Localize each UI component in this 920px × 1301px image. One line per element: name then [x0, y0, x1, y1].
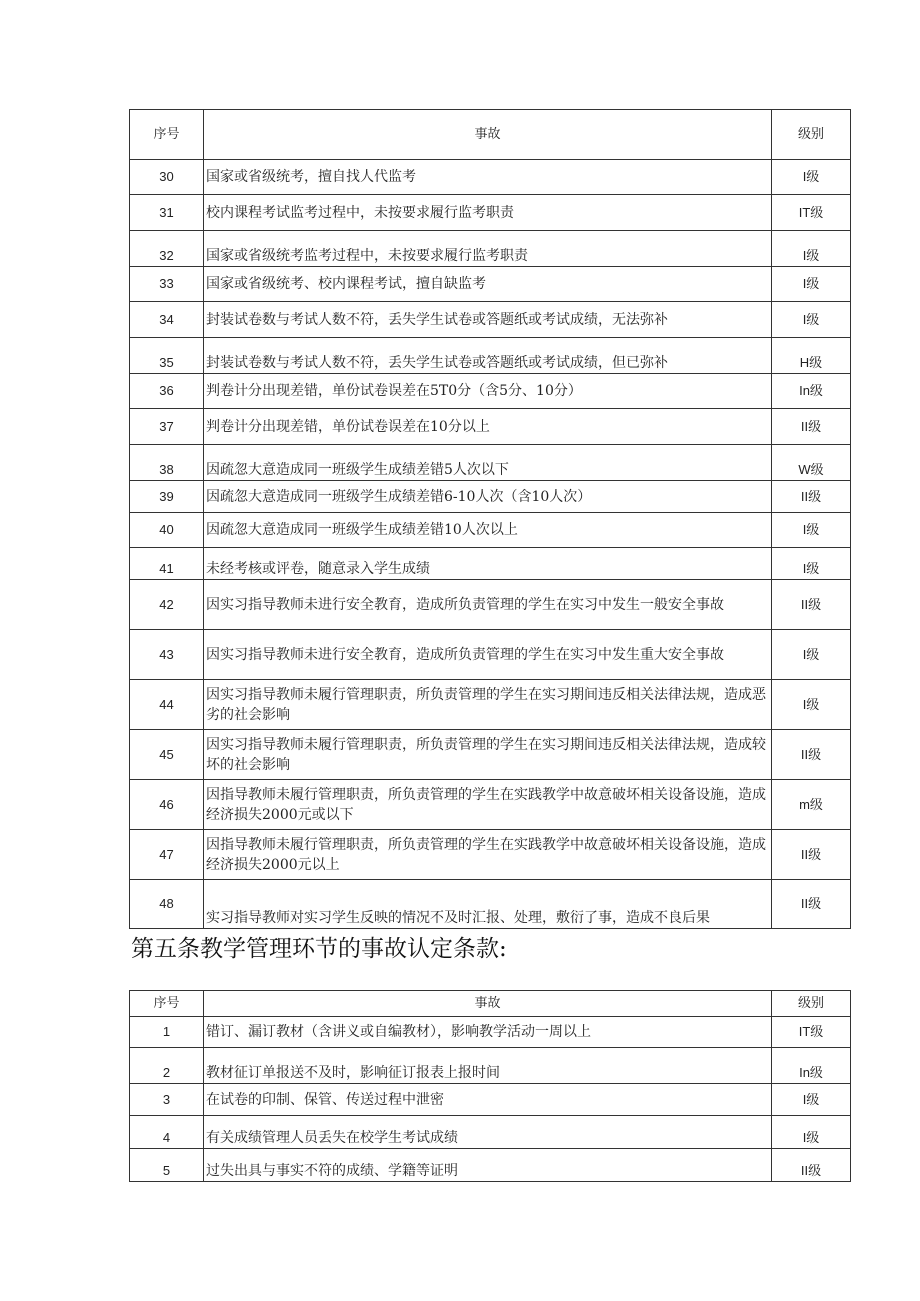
row-seq: 35	[130, 338, 204, 374]
row-seq: 47	[130, 830, 204, 880]
row-level: I级	[772, 1116, 851, 1149]
row-incident: 因指导教师未履行管理职责，所负责管理的学生在实践教学中故意破坏相关设备设施，造成经济损失2000元以上	[204, 830, 772, 880]
table-row	[130, 513, 851, 548]
row-level: II级	[772, 830, 851, 880]
row-seq: 1	[130, 1017, 204, 1048]
table-row	[130, 195, 851, 231]
table-row	[130, 160, 851, 195]
table-row	[130, 231, 851, 267]
row-incident: 过失出具与事实不符的成绩、学籍等证明	[204, 1149, 772, 1182]
row-seq: 48	[130, 880, 204, 929]
table-header-row	[130, 110, 851, 160]
row-seq: 4	[130, 1116, 204, 1149]
table-row	[130, 374, 851, 409]
header-incident: 事故	[204, 991, 772, 1017]
row-incident: 因实习指导教师未履行管理职责，所负责管理的学生在实习期间违反相关法律法规，造成较坏的社会影响	[204, 730, 772, 780]
row-incident: 封装试卷数与考试人数不符，丢失学生试卷或答题纸或考试成绩，但已弥补	[204, 338, 772, 374]
table-row	[130, 267, 851, 302]
row-incident: 因实习指导教师未进行安全教育，造成所负责管理的学生在实习中发生一般安全事故	[204, 580, 772, 630]
row-seq: 31	[130, 195, 204, 231]
row-level: I级	[772, 160, 851, 195]
row-seq: 32	[130, 231, 204, 267]
row-seq: 40	[130, 513, 204, 548]
row-seq: 2	[130, 1048, 204, 1084]
row-incident: 在试卷的印制、保管、传送过程中泄密	[204, 1084, 772, 1116]
row-seq: 33	[130, 267, 204, 302]
incident-table-1	[129, 109, 851, 929]
row-level: I级	[772, 513, 851, 548]
row-incident: 教材征订单报送不及时，影响征订报表上报时间	[204, 1048, 772, 1084]
row-incident: 有关成绩管理人员丢失在校学生考试成绩	[204, 1116, 772, 1149]
table-row	[130, 409, 851, 445]
table-row	[130, 302, 851, 338]
row-level: I级	[772, 680, 851, 730]
row-incident: 错订、漏订教材（含讲义或自编教材），影响教学活动一周以上	[204, 1017, 772, 1048]
row-incident: 因指导教师未履行管理职责，所负责管理的学生在实践教学中故意破坏相关设备设施，造成经济损失2000元或以下	[204, 780, 772, 830]
table-row	[130, 680, 851, 730]
row-seq: 36	[130, 374, 204, 409]
table-row	[130, 880, 851, 929]
row-incident: 未经考核或评卷，随意录入学生成绩	[204, 548, 772, 580]
row-level: II级	[772, 481, 851, 513]
row-seq: 41	[130, 548, 204, 580]
row-seq: 45	[130, 730, 204, 780]
row-incident: 国家或省级统考监考过程中，未按要求履行监考职责	[204, 231, 772, 267]
table-row	[130, 780, 851, 830]
row-seq: 30	[130, 160, 204, 195]
section-heading: 第五条教学管理环节的事故认定条款:	[131, 936, 507, 962]
table-row	[130, 338, 851, 374]
table-row	[130, 548, 851, 580]
row-level: In级	[772, 1048, 851, 1084]
table-row	[130, 1116, 851, 1149]
table-header-row	[130, 991, 851, 1017]
row-level: II级	[772, 730, 851, 780]
row-seq: 46	[130, 780, 204, 830]
row-level: H级	[772, 338, 851, 374]
row-seq: 39	[130, 481, 204, 513]
table-row	[130, 830, 851, 880]
row-level: I级	[772, 548, 851, 580]
row-level: I级	[772, 302, 851, 338]
row-level: m级	[772, 780, 851, 830]
row-level: I级	[772, 267, 851, 302]
header-seq: 序号	[130, 991, 204, 1017]
row-level: II级	[772, 580, 851, 630]
row-seq: 44	[130, 680, 204, 730]
table-row	[130, 481, 851, 513]
row-seq: 38	[130, 445, 204, 481]
row-incident: 判卷计分出现差错，单份试卷误差在5T0分（含5分、10分）	[204, 374, 772, 409]
table-row	[130, 730, 851, 780]
table-row	[130, 630, 851, 680]
row-incident: 实习指导教师对实习学生反映的情况不及时汇报、处理，敷衍了事，造成不良后果	[204, 880, 772, 929]
row-level: ΙΤ级	[772, 195, 851, 231]
row-level: II级	[772, 409, 851, 445]
table-row	[130, 445, 851, 481]
row-seq: 5	[130, 1149, 204, 1182]
row-level: In级	[772, 374, 851, 409]
table-row	[130, 1149, 851, 1182]
row-level: II级	[772, 880, 851, 929]
row-incident: 因疏忽大意造成同一班级学生成绩差错5人次以下	[204, 445, 772, 481]
row-incident: 国家或省级统考、校内课程考试，擅自缺监考	[204, 267, 772, 302]
row-incident: 判卷计分出现差错，单份试卷误差在10分以上	[204, 409, 772, 445]
row-seq: 43	[130, 630, 204, 680]
row-level: II级	[772, 1149, 851, 1182]
header-level: 级别	[772, 110, 851, 160]
row-seq: 42	[130, 580, 204, 630]
incident-table-2	[129, 990, 851, 1182]
row-level: I级	[772, 231, 851, 267]
row-incident: 国家或省级统考，擅自找人代监考	[204, 160, 772, 195]
row-incident: 因疏忽大意造成同一班级学生成绩差错10人次以上	[204, 513, 772, 548]
row-level: ΙΤ级	[772, 1017, 851, 1048]
table-row	[130, 1017, 851, 1048]
row-incident: 因实习指导教师未进行安全教育，造成所负责管理的学生在实习中发生重大安全事故	[204, 630, 772, 680]
row-seq: 3	[130, 1084, 204, 1116]
header-incident: 事故	[204, 110, 772, 160]
table-row	[130, 580, 851, 630]
header-level: 级别	[772, 991, 851, 1017]
row-incident: 因实习指导教师未履行管理职责，所负责管理的学生在实习期间违反相关法律法规，造成恶劣的社会影响	[204, 680, 772, 730]
table-row	[130, 1048, 851, 1084]
table-row	[130, 1084, 851, 1116]
row-level: W级	[772, 445, 851, 481]
row-level: I级	[772, 1084, 851, 1116]
header-seq: 序号	[130, 110, 204, 160]
row-incident: 校内课程考试监考过程中，未按要求履行监考职责	[204, 195, 772, 231]
row-incident: 因疏忽大意造成同一班级学生成绩差错6-10人次（含10人次）	[204, 481, 772, 513]
row-incident: 封装试卷数与考试人数不符，丢失学生试卷或答题纸或考试成绩，无法弥补	[204, 302, 772, 338]
row-seq: 34	[130, 302, 204, 338]
row-level: I级	[772, 630, 851, 680]
row-seq: 37	[130, 409, 204, 445]
